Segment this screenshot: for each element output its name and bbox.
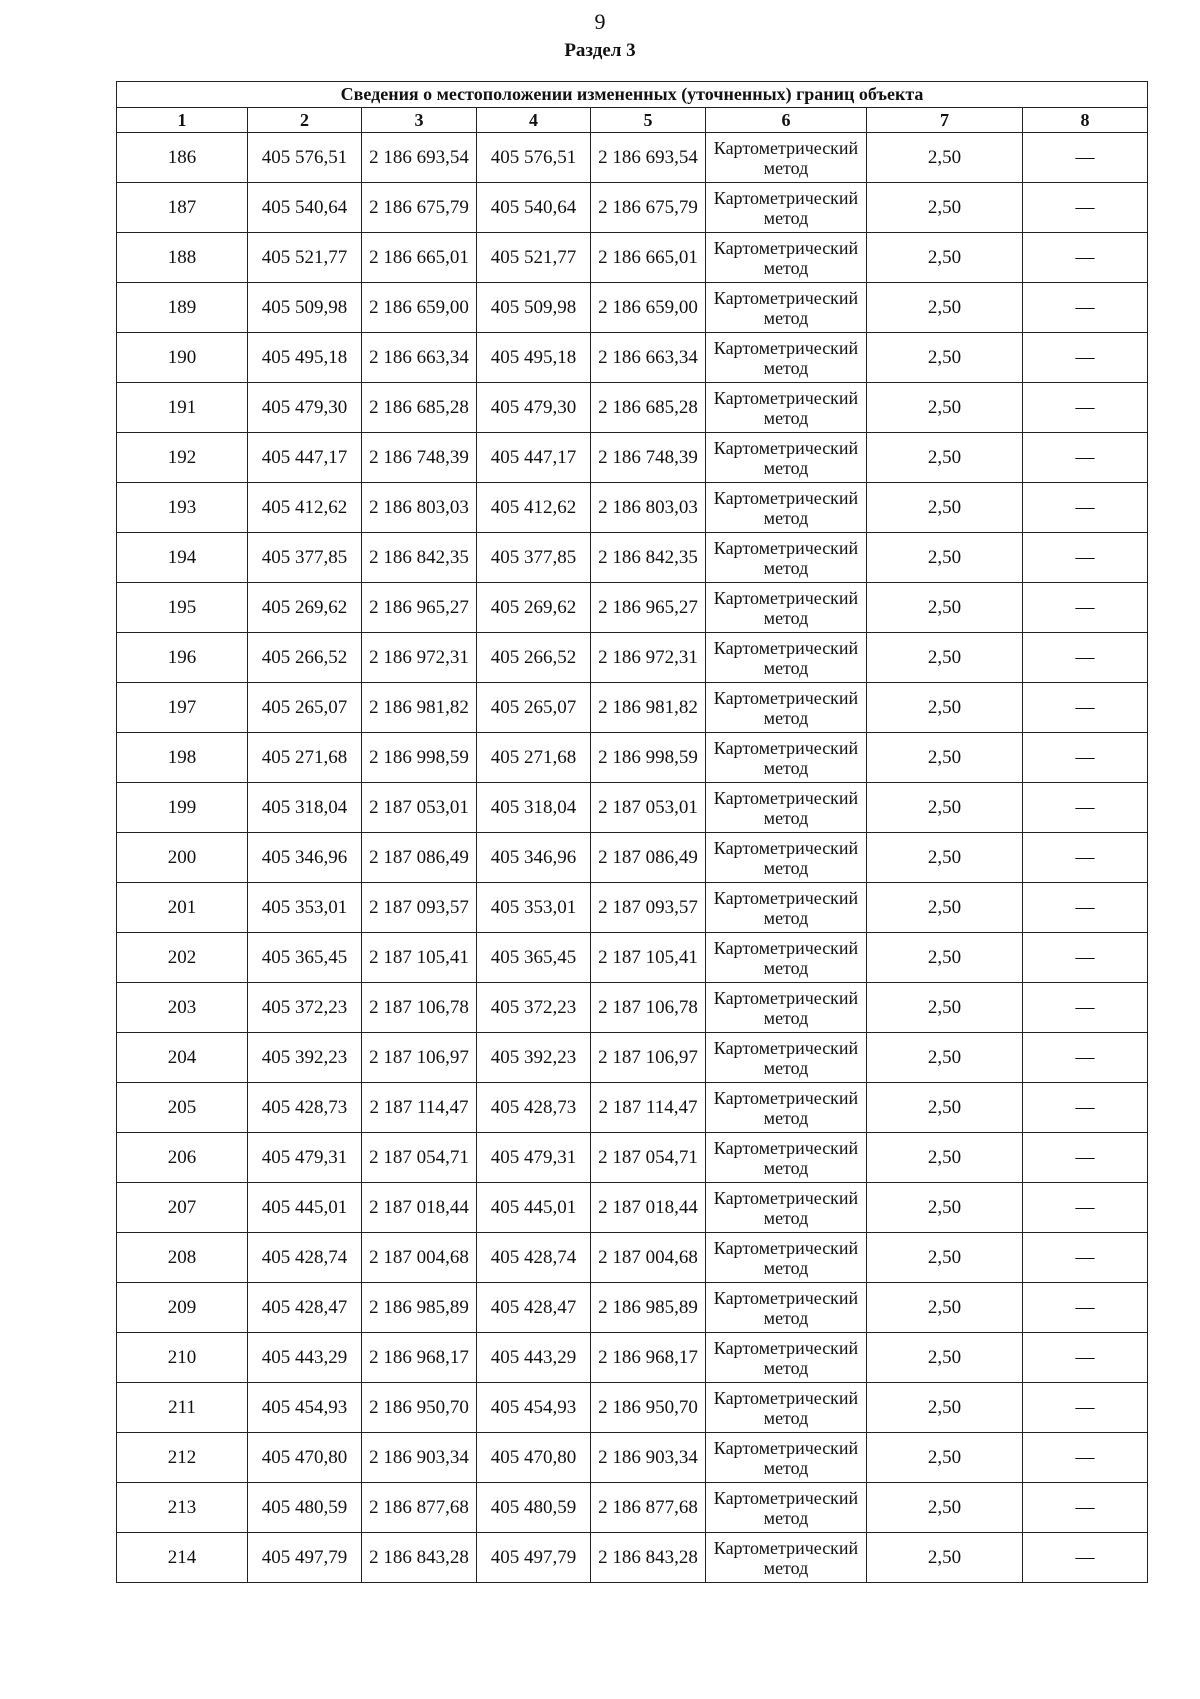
- cell-y-existing: 2 186 803,03: [362, 483, 477, 533]
- cell-y-existing: 2 187 018,44: [362, 1183, 477, 1233]
- cell-x-existing: 405 269,62: [248, 583, 362, 633]
- cell-point-number: 189: [117, 283, 248, 333]
- cell-y-existing: 2 186 981,82: [362, 683, 477, 733]
- cell-x-existing: 405 346,96: [248, 833, 362, 883]
- cell-y-new: 2 186 972,31: [591, 633, 706, 683]
- cell-description: —: [1023, 733, 1148, 783]
- table-row: [117, 1483, 1148, 1533]
- cell-method: Картометрический метод: [706, 733, 867, 783]
- cell-y-new: 2 187 106,78: [591, 983, 706, 1033]
- cell-method: Картометрический метод: [706, 1533, 867, 1583]
- cell-point-number: 193: [117, 483, 248, 533]
- table-row: [117, 383, 1148, 433]
- cell-y-new: 2 186 659,00: [591, 283, 706, 333]
- column-number-2: 2: [248, 108, 362, 133]
- cell-x-existing: 405 271,68: [248, 733, 362, 783]
- cell-point-number: 209: [117, 1283, 248, 1333]
- cell-x-existing: 405 428,47: [248, 1283, 362, 1333]
- cell-point-number: 194: [117, 533, 248, 583]
- cell-y-new: 2 186 950,70: [591, 1383, 706, 1433]
- cell-point-number: 205: [117, 1083, 248, 1133]
- cell-method: Картометрический метод: [706, 483, 867, 533]
- cell-description: —: [1023, 433, 1148, 483]
- cell-y-new: 2 187 086,49: [591, 833, 706, 883]
- table-row: [117, 133, 1148, 183]
- cell-x-existing: 405 495,18: [248, 333, 362, 383]
- page-number: 9: [594, 9, 606, 34]
- cell-y-existing: 2 187 004,68: [362, 1233, 477, 1283]
- cell-point-number: 195: [117, 583, 248, 633]
- cell-x-new: 405 372,23: [477, 983, 591, 1033]
- cell-x-new: 405 576,51: [477, 133, 591, 183]
- section-title: Раздел 3: [564, 40, 636, 61]
- cell-x-new: 405 445,01: [477, 1183, 591, 1233]
- cell-x-existing: 405 392,23: [248, 1033, 362, 1083]
- cell-point-number: 204: [117, 1033, 248, 1083]
- cell-accuracy: 2,50: [867, 1533, 1023, 1583]
- column-number-8: 8: [1023, 108, 1148, 133]
- column-number-3: 3: [362, 108, 477, 133]
- table-row: [117, 183, 1148, 233]
- cell-x-existing: 405 412,62: [248, 483, 362, 533]
- cell-x-new: 405 540,64: [477, 183, 591, 233]
- cell-y-new: 2 186 998,59: [591, 733, 706, 783]
- cell-x-new: 405 521,77: [477, 233, 591, 283]
- cell-accuracy: 2,50: [867, 683, 1023, 733]
- table-row: [117, 483, 1148, 533]
- cell-method: Картометрический метод: [706, 1433, 867, 1483]
- cell-x-existing: 405 576,51: [248, 133, 362, 183]
- table-row: [117, 233, 1148, 283]
- cell-point-number: 186: [117, 133, 248, 183]
- cell-x-existing: 405 470,80: [248, 1433, 362, 1483]
- cell-x-existing: 405 540,64: [248, 183, 362, 233]
- cell-y-existing: 2 187 054,71: [362, 1133, 477, 1183]
- column-numbers-row: [117, 108, 1148, 133]
- cell-description: —: [1023, 1033, 1148, 1083]
- cell-x-new: 405 412,62: [477, 483, 591, 533]
- cell-description: —: [1023, 533, 1148, 583]
- cell-accuracy: 2,50: [867, 833, 1023, 883]
- cell-accuracy: 2,50: [867, 283, 1023, 333]
- cell-y-existing: 2 186 663,34: [362, 333, 477, 383]
- cell-y-new: 2 186 985,89: [591, 1283, 706, 1333]
- cell-accuracy: 2,50: [867, 883, 1023, 933]
- cell-method: Картометрический метод: [706, 283, 867, 333]
- cell-x-existing: 405 443,29: [248, 1333, 362, 1383]
- cell-x-new: 405 265,07: [477, 683, 591, 733]
- cell-method: Картометрический метод: [706, 1283, 867, 1333]
- cell-x-new: 405 479,30: [477, 383, 591, 433]
- table-row: [117, 1533, 1148, 1583]
- column-number-7: 7: [867, 108, 1023, 133]
- cell-point-number: 207: [117, 1183, 248, 1233]
- cell-x-new: 405 428,73: [477, 1083, 591, 1133]
- cell-y-new: 2 187 054,71: [591, 1133, 706, 1183]
- cell-x-existing: 405 265,07: [248, 683, 362, 733]
- cell-x-new: 405 365,45: [477, 933, 591, 983]
- cell-x-existing: 405 372,23: [248, 983, 362, 1033]
- cell-description: —: [1023, 1383, 1148, 1433]
- cell-x-existing: 405 447,17: [248, 433, 362, 483]
- cell-y-existing: 2 186 842,35: [362, 533, 477, 583]
- cell-method: Картометрический метод: [706, 933, 867, 983]
- cell-x-new: 405 479,31: [477, 1133, 591, 1183]
- cell-x-new: 405 428,74: [477, 1233, 591, 1283]
- cell-description: —: [1023, 183, 1148, 233]
- cell-point-number: 198: [117, 733, 248, 783]
- cell-accuracy: 2,50: [867, 733, 1023, 783]
- cell-accuracy: 2,50: [867, 483, 1023, 533]
- cell-method: Картометрический метод: [706, 1133, 867, 1183]
- cell-method: Картометрический метод: [706, 583, 867, 633]
- cell-point-number: 187: [117, 183, 248, 233]
- cell-accuracy: 2,50: [867, 1383, 1023, 1433]
- cell-point-number: 202: [117, 933, 248, 983]
- cell-x-new: 405 266,52: [477, 633, 591, 683]
- boundary-coordinates-table: [116, 81, 1148, 1583]
- cell-accuracy: 2,50: [867, 1233, 1023, 1283]
- cell-method: Картометрический метод: [706, 1083, 867, 1133]
- cell-point-number: 201: [117, 883, 248, 933]
- cell-y-existing: 2 186 665,01: [362, 233, 477, 283]
- cell-point-number: 190: [117, 333, 248, 383]
- cell-y-existing: 2 186 972,31: [362, 633, 477, 683]
- column-number-1: 1: [117, 108, 248, 133]
- cell-x-new: 405 318,04: [477, 783, 591, 833]
- table-caption: Сведения о местоположении измененных (уточненных) границ объекта: [117, 82, 1148, 108]
- table-row: [117, 1133, 1148, 1183]
- cell-method: Картометрический метод: [706, 983, 867, 1033]
- cell-point-number: 197: [117, 683, 248, 733]
- table-row: [117, 433, 1148, 483]
- cell-method: Картометрический метод: [706, 133, 867, 183]
- cell-description: —: [1023, 833, 1148, 883]
- cell-y-new: 2 186 965,27: [591, 583, 706, 633]
- cell-y-new: 2 187 105,41: [591, 933, 706, 983]
- cell-accuracy: 2,50: [867, 1083, 1023, 1133]
- cell-accuracy: 2,50: [867, 1433, 1023, 1483]
- column-number-6: 6: [706, 108, 867, 133]
- cell-x-existing: 405 480,59: [248, 1483, 362, 1533]
- cell-description: —: [1023, 1533, 1148, 1583]
- cell-accuracy: 2,50: [867, 633, 1023, 683]
- cell-x-new: 405 454,93: [477, 1383, 591, 1433]
- cell-method: Картометрический метод: [706, 383, 867, 433]
- cell-x-new: 405 497,79: [477, 1533, 591, 1583]
- cell-y-new: 2 187 053,01: [591, 783, 706, 833]
- cell-method: Картометрический метод: [706, 433, 867, 483]
- cell-description: —: [1023, 333, 1148, 383]
- cell-description: —: [1023, 1133, 1148, 1183]
- table-row: [117, 983, 1148, 1033]
- table-row: [117, 333, 1148, 383]
- cell-y-new: 2 186 981,82: [591, 683, 706, 733]
- cell-y-existing: 2 186 985,89: [362, 1283, 477, 1333]
- table-row: [117, 683, 1148, 733]
- cell-y-new: 2 186 675,79: [591, 183, 706, 233]
- cell-point-number: 199: [117, 783, 248, 833]
- cell-y-new: 2 186 903,34: [591, 1433, 706, 1483]
- cell-y-existing: 2 186 998,59: [362, 733, 477, 783]
- cell-y-new: 2 187 114,47: [591, 1083, 706, 1133]
- cell-description: —: [1023, 1433, 1148, 1483]
- cell-y-new: 2 187 093,57: [591, 883, 706, 933]
- cell-accuracy: 2,50: [867, 533, 1023, 583]
- cell-y-existing: 2 187 053,01: [362, 783, 477, 833]
- cell-description: —: [1023, 1483, 1148, 1533]
- cell-x-new: 405 509,98: [477, 283, 591, 333]
- cell-accuracy: 2,50: [867, 1333, 1023, 1383]
- cell-x-existing: 405 377,85: [248, 533, 362, 583]
- table-caption-row: [117, 82, 1148, 108]
- table-row: [117, 1233, 1148, 1283]
- table-row: [117, 1383, 1148, 1433]
- cell-y-existing: 2 187 106,97: [362, 1033, 477, 1083]
- cell-x-existing: 405 365,45: [248, 933, 362, 983]
- cell-description: —: [1023, 1283, 1148, 1333]
- cell-accuracy: 2,50: [867, 983, 1023, 1033]
- cell-y-new: 2 186 693,54: [591, 133, 706, 183]
- cell-x-new: 405 447,17: [477, 433, 591, 483]
- cell-accuracy: 2,50: [867, 133, 1023, 183]
- cell-x-existing: 405 479,31: [248, 1133, 362, 1183]
- cell-point-number: 208: [117, 1233, 248, 1283]
- cell-x-existing: 405 266,52: [248, 633, 362, 683]
- cell-y-new: 2 187 018,44: [591, 1183, 706, 1233]
- table-row: [117, 1433, 1148, 1483]
- cell-description: —: [1023, 883, 1148, 933]
- cell-point-number: 212: [117, 1433, 248, 1483]
- cell-point-number: 213: [117, 1483, 248, 1533]
- cell-point-number: 206: [117, 1133, 248, 1183]
- table-row: [117, 1333, 1148, 1383]
- cell-accuracy: 2,50: [867, 333, 1023, 383]
- cell-description: —: [1023, 1233, 1148, 1283]
- cell-accuracy: 2,50: [867, 583, 1023, 633]
- cell-x-existing: 405 428,73: [248, 1083, 362, 1133]
- cell-x-existing: 405 521,77: [248, 233, 362, 283]
- cell-x-new: 405 470,80: [477, 1433, 591, 1483]
- cell-point-number: 214: [117, 1533, 248, 1583]
- cell-y-new: 2 186 842,35: [591, 533, 706, 583]
- cell-point-number: 211: [117, 1383, 248, 1433]
- cell-x-new: 405 495,18: [477, 333, 591, 383]
- cell-x-new: 405 480,59: [477, 1483, 591, 1533]
- cell-y-existing: 2 186 877,68: [362, 1483, 477, 1533]
- cell-x-new: 405 377,85: [477, 533, 591, 583]
- table-row: [117, 883, 1148, 933]
- cell-y-existing: 2 186 968,17: [362, 1333, 477, 1383]
- cell-method: Картометрический метод: [706, 183, 867, 233]
- cell-x-new: 405 392,23: [477, 1033, 591, 1083]
- cell-point-number: 192: [117, 433, 248, 483]
- cell-x-existing: 405 497,79: [248, 1533, 362, 1583]
- cell-x-new: 405 269,62: [477, 583, 591, 633]
- cell-accuracy: 2,50: [867, 233, 1023, 283]
- cell-x-new: 405 353,01: [477, 883, 591, 933]
- table-row: [117, 1283, 1148, 1333]
- cell-method: Картометрический метод: [706, 333, 867, 383]
- cell-point-number: 210: [117, 1333, 248, 1383]
- table-row: [117, 1183, 1148, 1233]
- cell-y-existing: 2 187 086,49: [362, 833, 477, 883]
- cell-y-new: 2 186 803,03: [591, 483, 706, 533]
- cell-x-existing: 405 509,98: [248, 283, 362, 333]
- cell-method: Картометрический метод: [706, 233, 867, 283]
- cell-y-existing: 2 187 106,78: [362, 983, 477, 1033]
- column-number-5: 5: [591, 108, 706, 133]
- cell-description: —: [1023, 933, 1148, 983]
- cell-y-new: 2 186 748,39: [591, 433, 706, 483]
- table-row: [117, 933, 1148, 983]
- cell-point-number: 200: [117, 833, 248, 883]
- cell-y-existing: 2 186 903,34: [362, 1433, 477, 1483]
- cell-method: Картометрический метод: [706, 1183, 867, 1233]
- cell-y-new: 2 187 106,97: [591, 1033, 706, 1083]
- table-row: [117, 633, 1148, 683]
- table-body: [117, 133, 1148, 1583]
- cell-description: —: [1023, 483, 1148, 533]
- cell-y-new: 2 186 877,68: [591, 1483, 706, 1533]
- cell-accuracy: 2,50: [867, 1483, 1023, 1533]
- cell-x-new: 405 271,68: [477, 733, 591, 783]
- cell-y-new: 2 186 685,28: [591, 383, 706, 433]
- cell-y-existing: 2 186 693,54: [362, 133, 477, 183]
- table-row: [117, 283, 1148, 333]
- cell-method: Картометрический метод: [706, 1483, 867, 1533]
- cell-method: Картометрический метод: [706, 1233, 867, 1283]
- cell-y-new: 2 186 663,34: [591, 333, 706, 383]
- cell-y-existing: 2 187 114,47: [362, 1083, 477, 1133]
- cell-description: —: [1023, 283, 1148, 333]
- cell-accuracy: 2,50: [867, 383, 1023, 433]
- cell-description: —: [1023, 383, 1148, 433]
- cell-accuracy: 2,50: [867, 783, 1023, 833]
- cell-y-new: 2 186 665,01: [591, 233, 706, 283]
- cell-x-new: 405 346,96: [477, 833, 591, 883]
- cell-description: —: [1023, 1183, 1148, 1233]
- cell-y-new: 2 186 843,28: [591, 1533, 706, 1583]
- table-row: [117, 533, 1148, 583]
- table-row: [117, 833, 1148, 883]
- table-row: [117, 1033, 1148, 1083]
- cell-y-new: 2 187 004,68: [591, 1233, 706, 1283]
- cell-accuracy: 2,50: [867, 933, 1023, 983]
- cell-accuracy: 2,50: [867, 1133, 1023, 1183]
- cell-y-existing: 2 186 843,28: [362, 1533, 477, 1583]
- cell-method: Картометрический метод: [706, 833, 867, 883]
- cell-description: —: [1023, 1083, 1148, 1133]
- cell-x-existing: 405 428,74: [248, 1233, 362, 1283]
- cell-x-existing: 405 454,93: [248, 1383, 362, 1433]
- cell-description: —: [1023, 683, 1148, 733]
- cell-method: Картометрический метод: [706, 783, 867, 833]
- cell-description: —: [1023, 633, 1148, 683]
- cell-accuracy: 2,50: [867, 1183, 1023, 1233]
- cell-y-existing: 2 186 965,27: [362, 583, 477, 633]
- cell-description: —: [1023, 133, 1148, 183]
- cell-y-existing: 2 186 748,39: [362, 433, 477, 483]
- cell-point-number: 188: [117, 233, 248, 283]
- table-row: [117, 1083, 1148, 1133]
- cell-description: —: [1023, 583, 1148, 633]
- cell-description: —: [1023, 233, 1148, 283]
- cell-point-number: 191: [117, 383, 248, 433]
- cell-method: Картометрический метод: [706, 1033, 867, 1083]
- cell-description: —: [1023, 783, 1148, 833]
- cell-point-number: 203: [117, 983, 248, 1033]
- cell-method: Картометрический метод: [706, 533, 867, 583]
- cell-method: Картометрический метод: [706, 883, 867, 933]
- cell-accuracy: 2,50: [867, 1283, 1023, 1333]
- cell-accuracy: 2,50: [867, 183, 1023, 233]
- cell-y-existing: 2 186 685,28: [362, 383, 477, 433]
- cell-x-existing: 405 445,01: [248, 1183, 362, 1233]
- cell-x-existing: 405 318,04: [248, 783, 362, 833]
- cell-y-existing: 2 187 093,57: [362, 883, 477, 933]
- cell-method: Картометрический метод: [706, 1333, 867, 1383]
- cell-x-existing: 405 353,01: [248, 883, 362, 933]
- cell-y-existing: 2 187 105,41: [362, 933, 477, 983]
- table-row: [117, 783, 1148, 833]
- cell-method: Картометрический метод: [706, 683, 867, 733]
- cell-point-number: 196: [117, 633, 248, 683]
- cell-method: Картометрический метод: [706, 1383, 867, 1433]
- cell-accuracy: 2,50: [867, 433, 1023, 483]
- cell-y-existing: 2 186 675,79: [362, 183, 477, 233]
- column-number-4: 4: [477, 108, 591, 133]
- cell-x-new: 405 428,47: [477, 1283, 591, 1333]
- cell-x-new: 405 443,29: [477, 1333, 591, 1383]
- cell-y-new: 2 186 968,17: [591, 1333, 706, 1383]
- cell-method: Картометрический метод: [706, 633, 867, 683]
- cell-description: —: [1023, 1333, 1148, 1383]
- cell-accuracy: 2,50: [867, 1033, 1023, 1083]
- cell-y-existing: 2 186 950,70: [362, 1383, 477, 1433]
- table-row: [117, 733, 1148, 783]
- cell-y-existing: 2 186 659,00: [362, 283, 477, 333]
- table-row: [117, 583, 1148, 633]
- cell-x-existing: 405 479,30: [248, 383, 362, 433]
- cell-description: —: [1023, 983, 1148, 1033]
